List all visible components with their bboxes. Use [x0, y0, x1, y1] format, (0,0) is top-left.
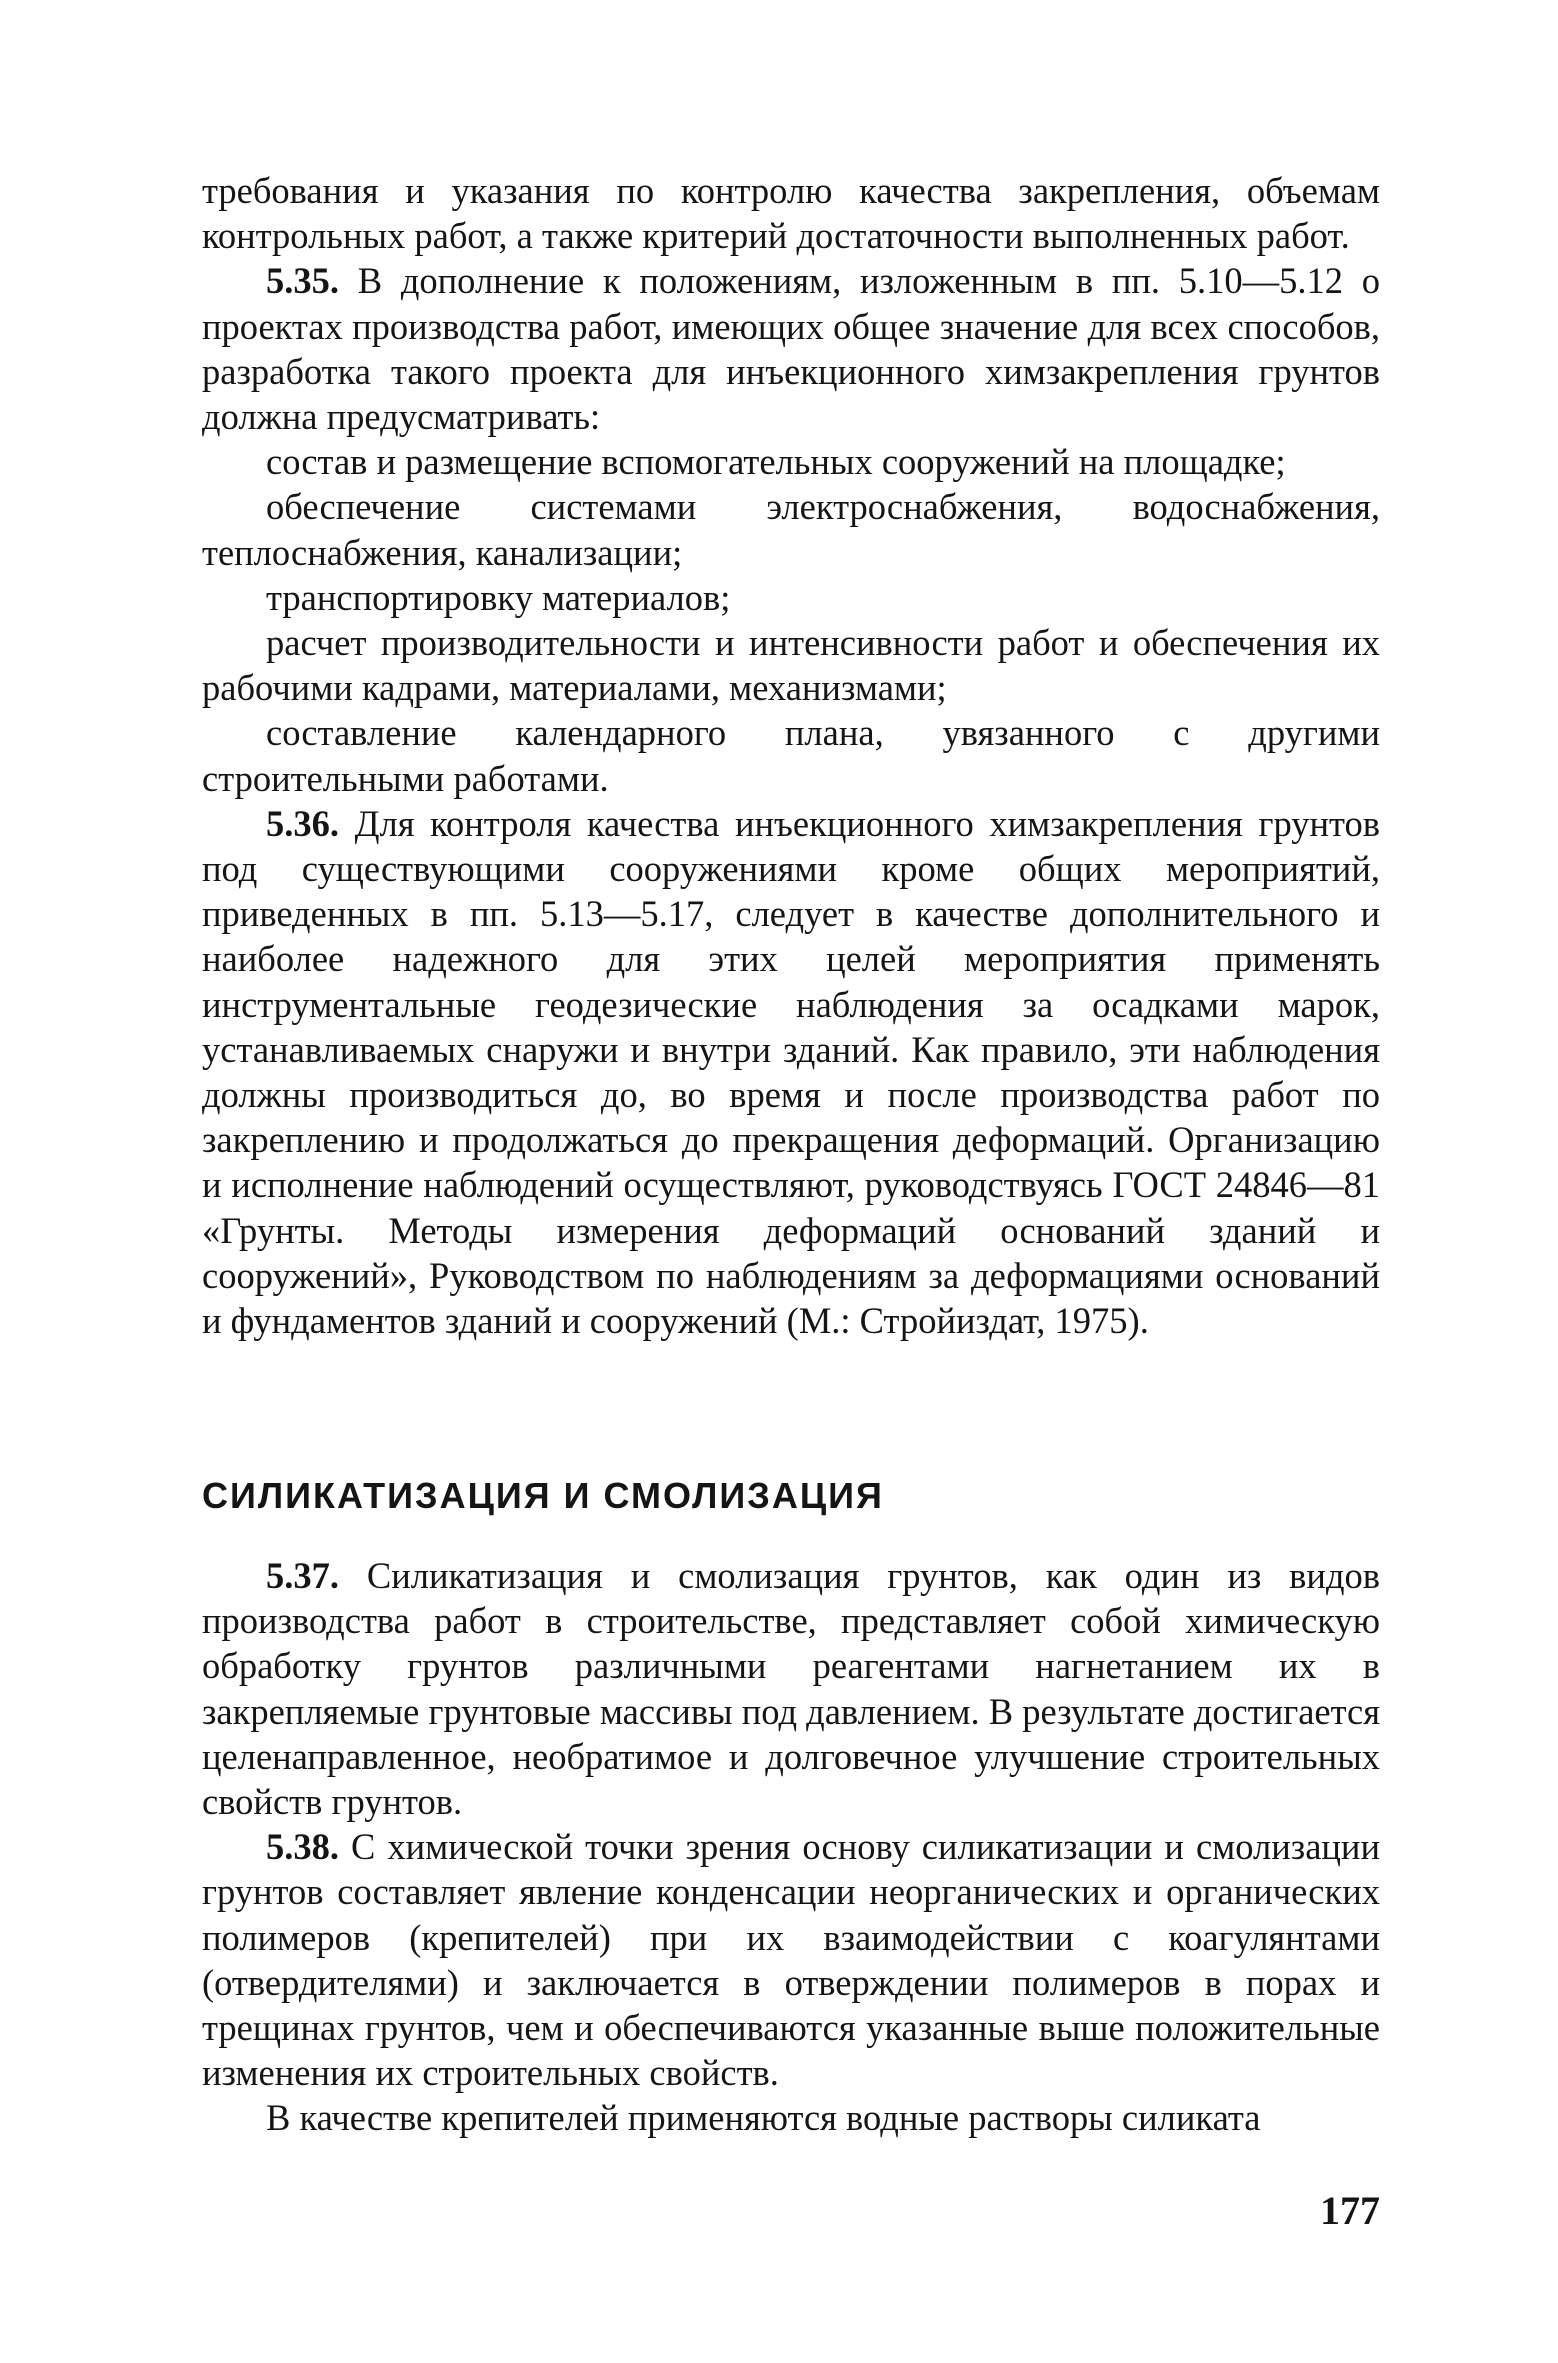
clause-text-5-37: Силикатизация и смолизация грунтов, как один из видов производства работ в строительстве, представляет собой химическую обработку грунтов различными реагентами нагнетанием их в закрепляемые грунтовые массивы под давлением. В результате достигается целенаправленное, необратимое и долговечное улучшение строительных свойств грунтов.	[202, 1555, 1380, 1823]
list-item: составление календарного плана, увязанного с другими строительными работами.	[202, 712, 1380, 799]
paragraph-5-38	[202, 1824, 1380, 2095]
clause-number-5-37: 5.37.	[266, 1555, 339, 1596]
section-text-block	[202, 1553, 1380, 2141]
paragraph-continuation: требования и указания по контролю качества закрепления, объемам контрольных работ, а также критерий достаточности выполненных работ.	[202, 170, 1380, 257]
clause-text-5-36: Для контроля качества инъекционного химзакрепления грунтов под существующими сооружениями кроме общих мероприятий, приведенных в пп. 5.13—5.17, следует в качестве дополнительного и наиболее надежного для этих целей мероприятия применять инструментальные геодезические наблюдения за осадками марок, устанавливаемых снаружи и внутри зданий. Как правило, эти наблюдения должны производиться до, во время и после производства работ по закреплению и продолжаться до прекращения деформаций. Организацию и исполнение наблюдений осуществляют, руководствуясь ГОСТ 24846—81 «Грунты. Методы измерения деформаций оснований зданий и сооружений», Руководством по наблюдениям за деформациями оснований и фундаментов зданий и сооружений (М.: Стройиздат, 1975).	[202, 802, 1380, 1342]
clause-number-5-36: 5.36.	[266, 802, 339, 844]
paragraph-continues: В качестве крепителей применяются водные растворы силиката	[266, 2097, 1261, 2139]
page-number: 177	[1320, 2188, 1380, 2233]
clause-number-5-38: 5.38.	[266, 1826, 339, 1868]
paragraph-5-36	[202, 801, 1380, 1343]
paragraph-5-35	[202, 258, 1380, 439]
list-item: транспортировку материалов;	[266, 576, 731, 618]
list-item: расчет производительности и интенсивности работ и обеспечения их рабочими кадрами, материалами, механизмами;	[202, 622, 1380, 709]
clause-text-5-35: В дополнение к положениям, изложенным в пп. 5.10—5.12 о проектах производства работ, имеющих общее значение для всех способов, разработка такого проекта для инъекционного химзакрепления грунтов должна предусматривать:	[202, 260, 1380, 438]
list-item: состав и размещение вспомогательных сооружений на площадке;	[266, 441, 1286, 483]
paragraph-5-37	[202, 1553, 1380, 1824]
main-text-block	[202, 168, 1380, 1343]
clause-number-5-35: 5.35.	[266, 260, 339, 302]
clause-text-5-38: С химической точки зрения основу силикатизации и смолизации грунтов составляет явление конденсации неорганических и органических полимеров (крепителей) при их взаимодействии с коагулянтами (отвердителями) и заключается в отверждении полимеров в порах и трещинах грунтов, чем и обеспечиваются указанные выше положительные изменения их строительных свойств.	[202, 1826, 1380, 2094]
list-item: обеспечение системами электроснабжения, водоснабжения, теплоснабжения, канализации;	[202, 486, 1380, 573]
section-heading: СИЛИКАТИЗАЦИЯ И СМОЛИЗАЦИЯ	[202, 1475, 884, 1516]
